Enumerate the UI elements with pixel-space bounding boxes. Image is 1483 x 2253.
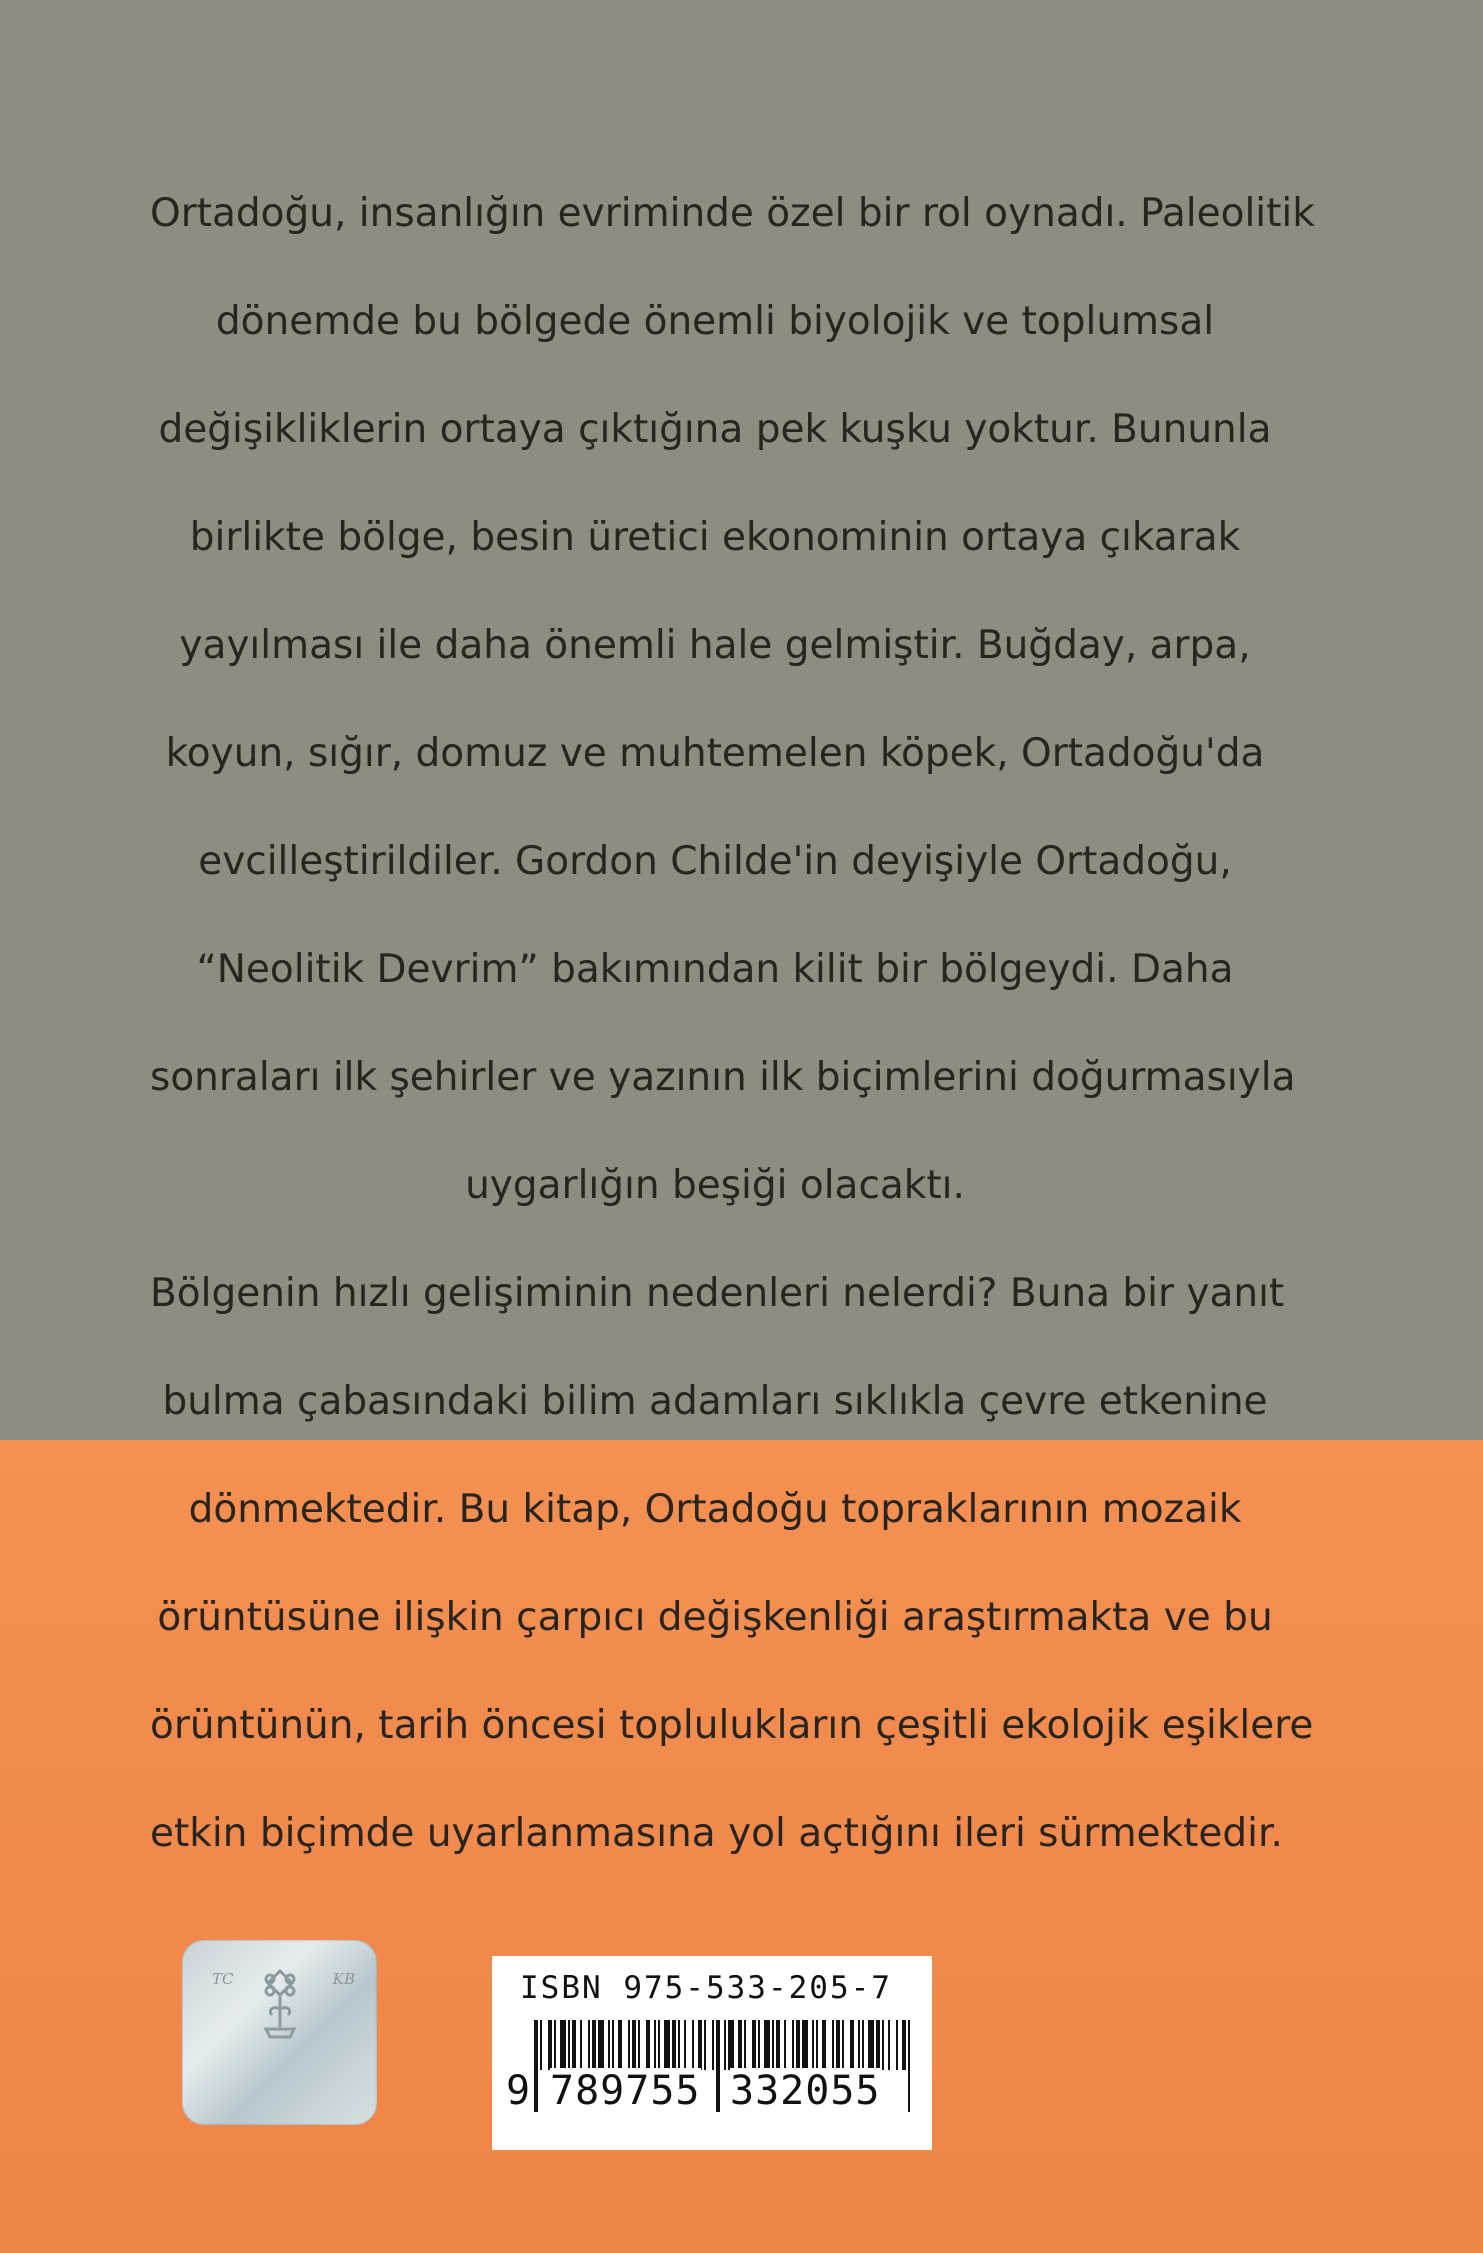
barcode-digit-first: 9: [506, 2068, 531, 2114]
blurb-line: örüntüsüne ilişkin çarpıcı değişkenliği araştırmakta ve bu: [157, 1595, 1273, 1640]
barcode-bar: [612, 2020, 614, 2070]
barcode-bar: [618, 2020, 622, 2070]
blurb-line: etkin biçimde uyarlanmasına yol açtığını ileri sürmektedir.: [150, 1811, 1283, 1856]
back-cover-blurb: [150, 160, 1315, 1888]
blurb-line: Bölgenin hızlı gelişiminin nedenleri nelerdi? Buna bir yanıt: [150, 1271, 1285, 1316]
barcode-bar: [902, 2020, 906, 2070]
barcode-bar: [728, 2020, 734, 2070]
barcode-bar: [888, 2020, 890, 2070]
barcode-bar: [784, 2020, 786, 2070]
sticker-left-label: TC: [212, 1970, 234, 1988]
barcode-bar: [858, 2020, 860, 2070]
barcode-bar: [842, 2020, 844, 2070]
barcode-bar: [724, 2020, 726, 2070]
barcode-bar: [772, 2020, 774, 2070]
blurb-line: evcilleştirildiler. Gordon Childe'in deyişiyle Ortadoğu,: [198, 839, 1232, 884]
barcode-bar: [692, 2020, 694, 2070]
barcode-bar: [802, 2020, 808, 2070]
blurb-line: dönemde bu bölgede önemli biyolojik ve toplumsal: [215, 299, 1215, 344]
barcode-bar: [832, 2020, 834, 2070]
barcode-bar: [752, 2020, 756, 2070]
barcode-bar: [712, 2020, 714, 2070]
blurb-line: birlikte bölge, besin üretici ekonominin ortaya çıkarak: [189, 515, 1241, 560]
barcode-bar: [678, 2020, 680, 2070]
blurb-line: Ortadoğu, insanlığın evriminde özel bir rol oynadı. Paleolitik: [150, 191, 1315, 236]
barcode-bar: [816, 2020, 818, 2070]
barcode-bar: [738, 2020, 742, 2070]
barcode-bar: [560, 2020, 566, 2070]
blurb-line: koyun, sığır, domuz ve muhtemelen köpek, Ortadoğu'da: [165, 731, 1265, 776]
barcode-bar: [540, 2020, 542, 2070]
barcode-bar: [654, 2020, 656, 2070]
barcode-bar: [534, 2020, 538, 2112]
blurb-line: bulma çabasındaki bilim adamları sıklıkla çevre etkenine: [162, 1379, 1268, 1424]
blurb-line: sonraları ilk şehirler ve yazının ilk biçimlerini doğurmasıyla: [150, 1055, 1296, 1100]
hologram-sticker: [182, 1940, 377, 2125]
barcode-bar: [744, 2020, 746, 2070]
barcode-bar: [588, 2020, 590, 2070]
barcode-bar: [868, 2020, 874, 2070]
barcode-bar: [598, 2020, 604, 2070]
isbn-barcode: [492, 1956, 932, 2150]
blurb-line: dönmektedir. Bu kitap, Ortadoğu topraklarının mozaik: [188, 1487, 1242, 1532]
barcode-bar: [572, 2020, 576, 2070]
barcode-bar: [792, 2020, 794, 2070]
barcode-digit-group-left: 789755: [550, 2068, 701, 2114]
barcode-bar: [638, 2020, 640, 2070]
barcode-bar: [580, 2020, 582, 2070]
barcode-bar: [862, 2020, 864, 2070]
barcode-bar: [836, 2020, 840, 2070]
barcode-bar: [896, 2020, 898, 2070]
barcode-bar: [716, 2020, 720, 2112]
barcode-bar: [684, 2020, 686, 2070]
blurb-line: değişikliklerin ortaya çıktığına pek kuşku yoktur. Bununla: [158, 407, 1272, 452]
barcode-bar: [796, 2020, 800, 2070]
barcode-bar: [698, 2020, 702, 2070]
barcode-bar: [758, 2020, 760, 2070]
blurb-line: yayılması ile daha önemli hale gelmiştir. Buğday, arpa,: [179, 623, 1251, 668]
sticker-right-label: KB: [332, 1970, 355, 1988]
blurb-line: “Neolitik Devrim” bakımından kilit bir bölgeydi. Daha: [196, 947, 1234, 992]
barcode-bar: [704, 2020, 706, 2070]
barcode-bar: [646, 2020, 650, 2070]
barcode-bar: [592, 2020, 596, 2070]
barcode-bar: [672, 2020, 676, 2070]
barcode-bar: [664, 2020, 670, 2070]
barcode-bar: [658, 2020, 660, 2070]
barcode-bar: [822, 2020, 826, 2070]
barcode-bar: [776, 2020, 780, 2070]
blurb-line: örüntünün, tarih öncesi toplulukların çeşitli ekolojik eşiklere: [150, 1703, 1314, 1748]
barcode-bar: [882, 2020, 884, 2070]
barcode-bar: [632, 2020, 636, 2070]
barcode-bar: [554, 2020, 556, 2070]
barcode-bar: [608, 2020, 610, 2070]
barcode-bar: [850, 2020, 854, 2070]
barcode-bar: [876, 2020, 880, 2070]
barcode-bar: [908, 2020, 910, 2112]
barcode-bar: [812, 2020, 814, 2070]
barcode-bar: [628, 2020, 630, 2070]
barcode-digit-group-right: 332055: [730, 2068, 881, 2114]
barcode-bar: [764, 2020, 770, 2070]
knot-emblem-icon: [250, 1965, 310, 2055]
isbn-label: ISBN 975-533-205-7: [520, 1970, 892, 2006]
blurb-line: uygarlığın beşiği olacaktı.: [465, 1163, 965, 1208]
barcode-bar: [568, 2020, 570, 2070]
barcode-bar: [548, 2020, 552, 2070]
